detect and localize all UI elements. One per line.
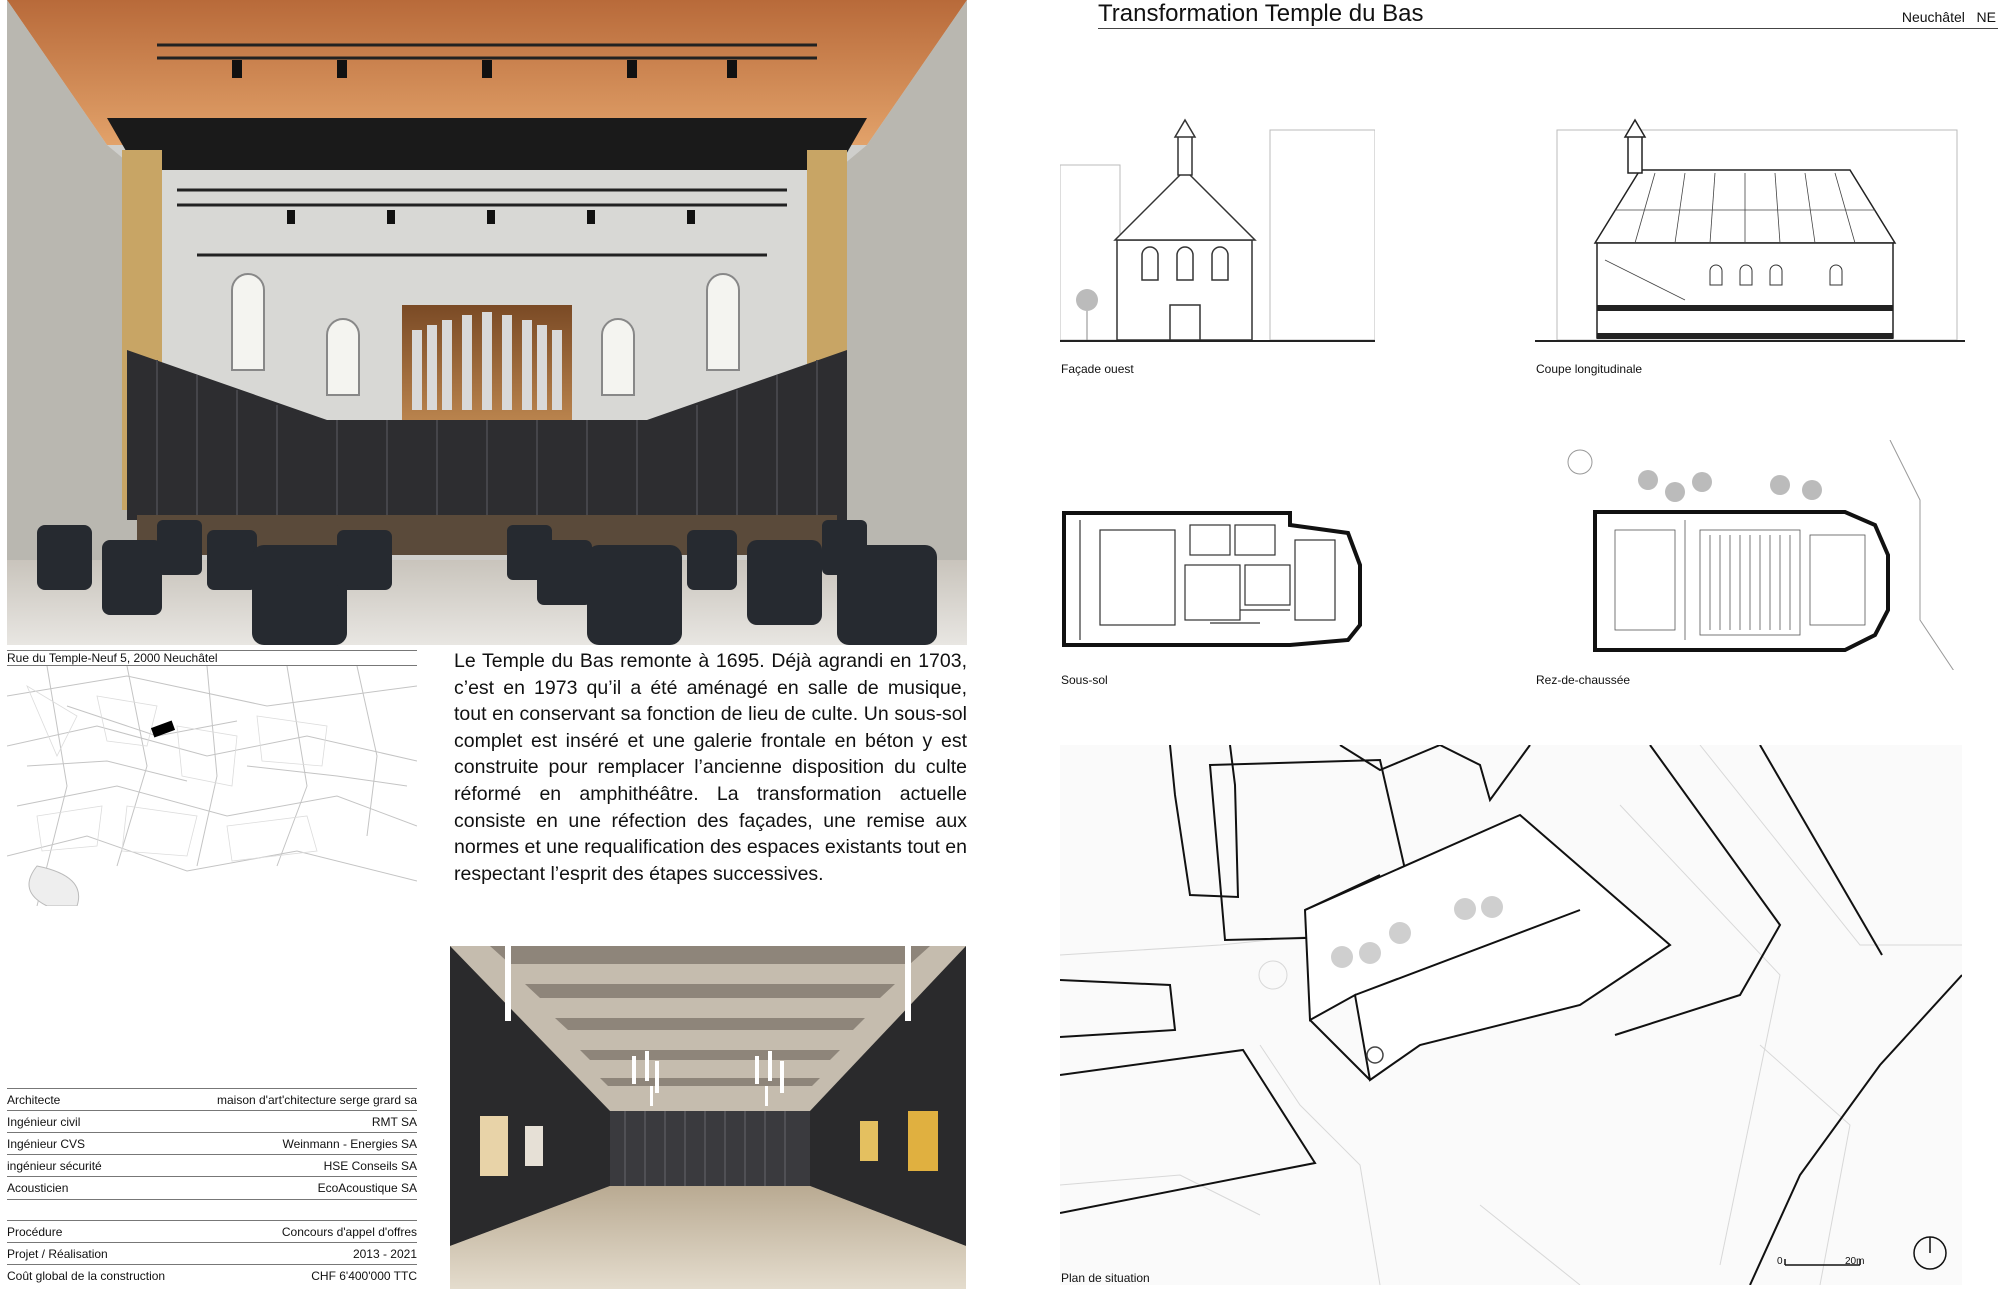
credit-name: HSE Conseils SA	[323, 1159, 417, 1173]
credit-role: Ingénieur civil	[7, 1115, 81, 1129]
coupe-longitudinale-drawing	[1535, 115, 1965, 355]
credit-name: Weinmann - Energies SA	[282, 1137, 417, 1151]
credit-name: EcoAcoustique SA	[317, 1181, 417, 1195]
info-value: Concours d'appel d'offres	[281, 1225, 417, 1239]
credit-role: ingénieur sécurité	[7, 1159, 102, 1173]
plan-de-situation-caption: Plan de situation	[1061, 1271, 1150, 1285]
scale-bar-end: 20m	[1845, 1256, 1865, 1267]
header-rule	[1098, 28, 1998, 29]
credit-row-ingenieur-securite	[7, 1154, 417, 1177]
info-label: Procédure	[7, 1225, 63, 1239]
rez-de-chaussee-caption: Rez-de-chaussée	[1536, 673, 1631, 687]
facade-ouest-drawing	[1060, 115, 1375, 355]
address-rule-top	[7, 650, 417, 651]
info-row-cout	[7, 1264, 417, 1287]
region-label	[1902, 9, 1996, 25]
sous-sol-plan	[1060, 505, 1370, 650]
basement-hall-photo	[450, 946, 966, 1289]
scale-bar-start: 0	[1777, 1256, 1783, 1267]
city-label: Neuchâtel	[1901, 9, 1965, 25]
plan-de-situation	[1060, 745, 1962, 1285]
canton-label: NE	[1976, 9, 1996, 25]
sous-sol-caption: Sous-sol	[1061, 673, 1108, 687]
rez-de-chaussee-plan	[1560, 440, 1960, 670]
concert-hall-photo	[7, 0, 967, 645]
location-map	[7, 666, 417, 906]
coupe-longitudinale-caption: Coupe longitudinale	[1536, 362, 1643, 376]
credit-role: Acousticien	[7, 1181, 69, 1195]
facade-ouest-caption: Façade ouest	[1061, 362, 1134, 376]
info-row-realisation	[7, 1242, 417, 1265]
credit-row-acousticien	[7, 1176, 417, 1200]
project-description: Le Temple du Bas remonte à 1695. Déjà agrandi en 1703, c’est en 1973 qu’il a été aménagé en salle de musique, tout en conservant sa fonction de lieu de culte. Un sous-sol complet est inséré et une galerie frontale en béton y est construite pour remplacer l’ancienne disposition du culte réformé en amphithéâtre. La transformation actuelle consiste en une réfection des façades, une remise aux normes et une requalification des espaces existants tout en respectant l’esprit des étapes successives.	[454, 650, 967, 885]
credit-name: maison d'art'chitecture serge grard sa	[216, 1093, 417, 1107]
info-value: 2013 - 2021	[352, 1247, 417, 1261]
credit-row-architecte	[7, 1088, 417, 1111]
info-label: Coût global de la construction	[7, 1269, 166, 1283]
address-label: Rue du Temple-Neuf 5, 2000 Neuchâtel	[7, 651, 218, 665]
credit-role: Architecte	[7, 1093, 61, 1107]
info-value: CHF 6'400'000 TTC	[311, 1269, 417, 1283]
page-title: Transformation Temple du Bas	[1098, 0, 1424, 27]
credit-row-ingenieur-civil	[7, 1110, 417, 1133]
info-row-procedure	[7, 1220, 417, 1243]
credit-name: RMT SA	[371, 1115, 417, 1129]
credit-row-ingenieur-cvs	[7, 1132, 417, 1155]
info-label: Projet / Réalisation	[7, 1247, 108, 1261]
credit-role: Ingénieur CVS	[7, 1137, 86, 1151]
